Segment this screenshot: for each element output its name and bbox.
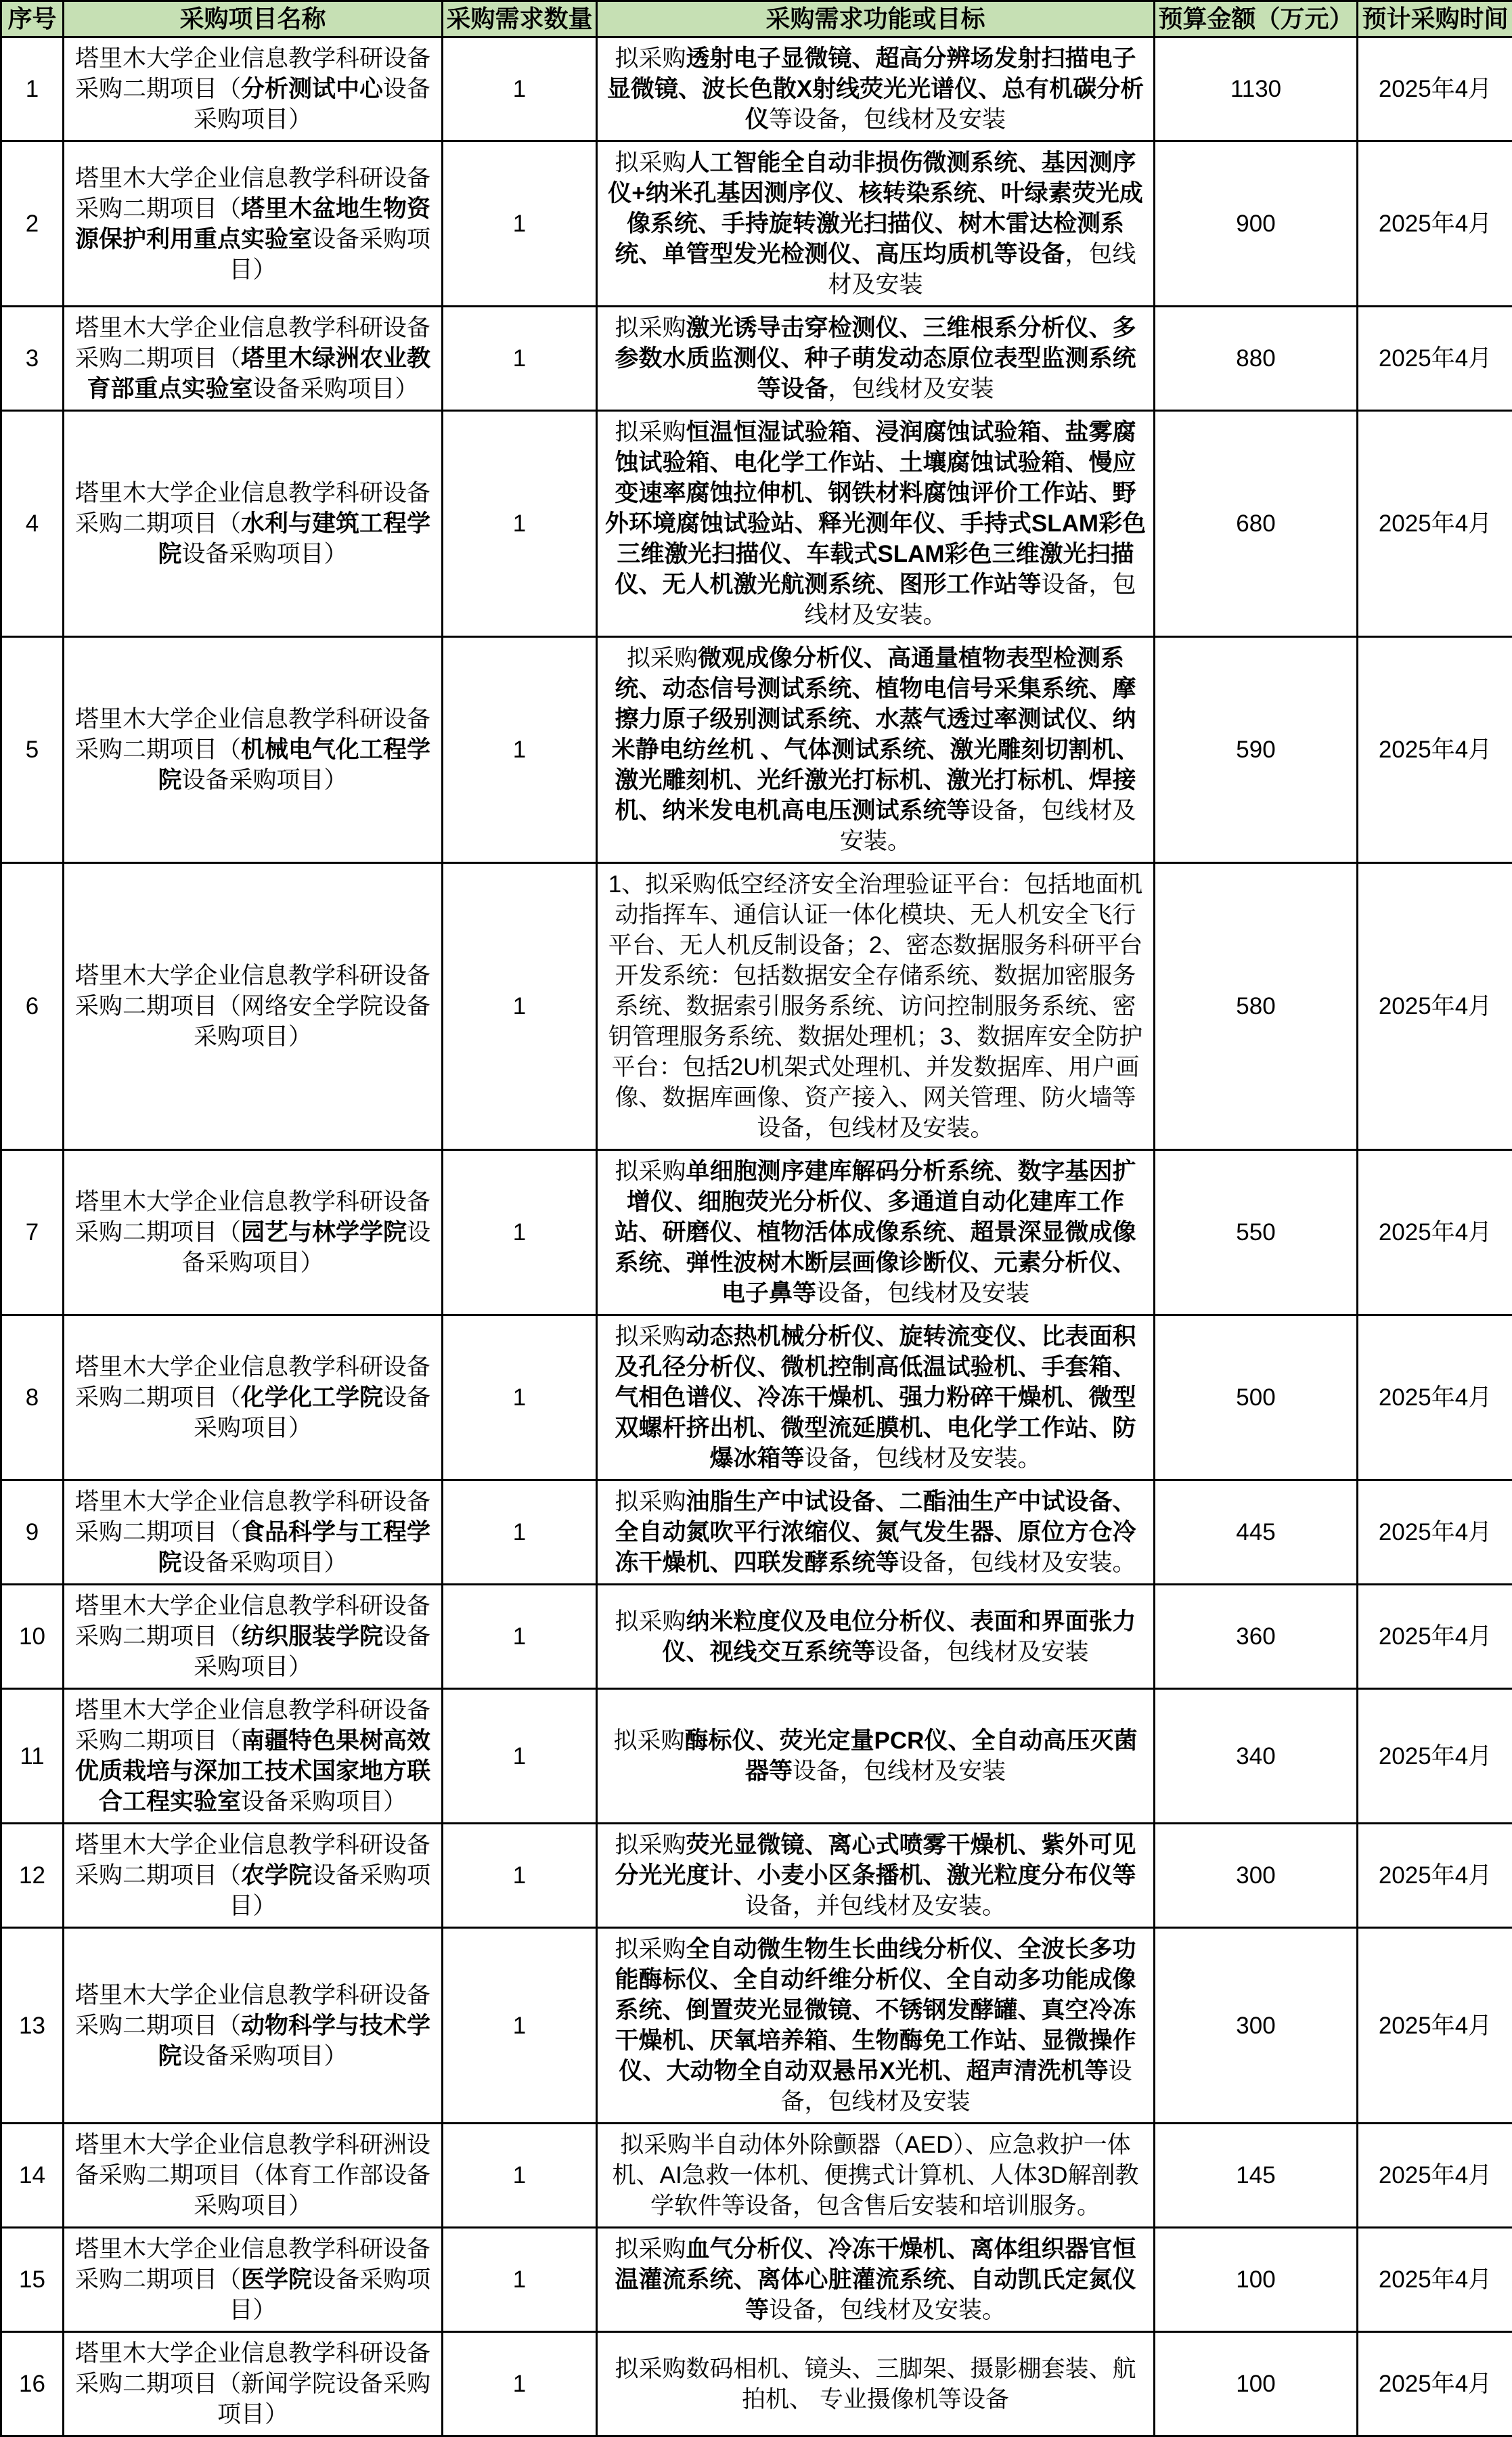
cell-qty-text: 1 — [513, 2013, 526, 2039]
cell-index-text: 5 — [26, 737, 39, 763]
cell-name-text: 设备采购项目） — [194, 1623, 430, 1680]
cell-budget-text: 680 — [1236, 510, 1275, 537]
cell-qty-text: 1 — [513, 345, 526, 372]
cell-qty — [443, 1585, 597, 1689]
cell-func-text: 拟采购半自动体外除颤器（AED）、应急救护一体机、AI急救一体机、便携式计算机、人体3D解剖教学软件等设备，包含售后安装和培训服务。 — [613, 2132, 1139, 2219]
cell-func-text: 设备，包线材及安装。 — [804, 571, 1136, 628]
cell-name — [64, 307, 443, 411]
cell-name-text: 塔里木大学企业信息教学科研设备采购二期项目（ — [75, 706, 430, 763]
table-row — [1, 863, 1512, 1150]
cell-budget — [1155, 1315, 1358, 1480]
cell-qty-text: 1 — [513, 1743, 526, 1770]
cell-name-text: 设备采购项目） — [241, 1788, 407, 1815]
cell-budget-text: 145 — [1236, 2162, 1275, 2189]
col-header-qty: 采购需求数量 — [443, 1, 597, 37]
table-row — [1, 2124, 1512, 2228]
cell-budget — [1155, 1480, 1358, 1585]
cell-name-text: 塔里木大学企业信息教学科研设备采购二期项目（ — [75, 1189, 430, 1246]
cell-name-text: 设备采购项目） — [229, 2266, 430, 2323]
cell-budget-text: 360 — [1236, 1623, 1275, 1650]
cell-func — [597, 307, 1155, 411]
cell-time — [1358, 863, 1512, 1150]
cell-index-text: 11 — [20, 1743, 44, 1770]
cell-index-text: 14 — [19, 2162, 45, 2189]
cell-name-bold-text: 塔里木盆地生物资源保护利用重点实验室 — [75, 196, 430, 253]
cell-budget-text: 880 — [1236, 345, 1275, 372]
cell-func — [597, 2124, 1155, 2228]
cell-time-text: 2025年4月 — [1379, 737, 1492, 763]
cell-name-bold-text: 化学化工学院 — [241, 1384, 383, 1411]
cell-index — [1, 37, 64, 141]
cell-index — [1, 1315, 64, 1480]
cell-index-text: 7 — [26, 1219, 39, 1246]
cell-time-text: 2025年4月 — [1379, 2013, 1492, 2039]
cell-time — [1358, 1480, 1512, 1585]
cell-qty-text: 1 — [513, 737, 526, 763]
cell-func — [597, 1824, 1155, 1928]
cell-time-text: 2025年4月 — [1379, 2162, 1492, 2189]
cell-time — [1358, 1689, 1512, 1824]
cell-func-text: 拟采购数码相机、镜头、三脚架、摄影棚套装、航拍机、 专业摄像机等设备 — [615, 2356, 1136, 2413]
cell-index-text: 2 — [26, 211, 39, 237]
cell-qty-text: 1 — [513, 1384, 526, 1411]
cell-func-text: 拟采购 — [614, 1728, 685, 1754]
cell-budget — [1155, 637, 1358, 863]
cell-budget-text: 900 — [1236, 211, 1275, 237]
cell-name — [64, 141, 443, 307]
table-row — [1, 1824, 1512, 1928]
cell-name-text: 设备采购项目） — [182, 1550, 348, 1576]
cell-name-text: 塔里木大学企业信息教学科研设备采购二期项目（ — [75, 45, 430, 102]
cell-qty-text: 1 — [513, 993, 526, 1019]
cell-func-bold-text: 荧光显微镜、离心式喷雾干燥机、紫外可见分光光度计、小麦小区条播机、激光粒度分布仪等 — [615, 1832, 1136, 1889]
cell-func-text: 拟采购 — [627, 645, 698, 672]
cell-func-text: 1、拟采购低空经济安全治理验证平台：包括地面机动指挥车、通信认证一体化模块、无人机安全飞行平台、无人机反制设备；2、密态数据服务科研平台开发系统：包括数据安全存储系统、数据加密服务系统、数据索引服务系统、访问控制服务系统、密钥管理服务系统、数据处理机；3、数据库安全防护平台：包括2U机架式处理机、并发数据库、用户画像、数据库画像、资产接入、网关管理、防火墙等设备，包线材及安装。 — [608, 871, 1142, 1141]
cell-time-text: 2025年4月 — [1379, 510, 1492, 537]
cell-qty — [443, 1928, 597, 2124]
cell-index — [1, 411, 64, 637]
cell-time-text: 2025年4月 — [1379, 76, 1492, 102]
cell-name-text: 设备采购项目） — [229, 1862, 430, 1919]
cell-budget — [1155, 411, 1358, 637]
cell-func-bold-text: 微观成像分析仪、高通量植物表型检测系统、动态信号测试系统、植物电信号采集系统、摩擦力原子级别测试系统、水蒸气透过率测试仪、纳米静电纺丝机 、气体测试系统、激光雕刻切割机、激光雕刻机、光纤激光打标机、激光打标机、焊接机、纳米发电机高电压测试系统等 — [612, 645, 1140, 824]
table-row — [1, 1315, 1512, 1480]
cell-name-bold-text: 食品科学与工程学院 — [158, 1519, 430, 1576]
cell-name-text: 塔里木大学企业信息教学科研设备采购二期项目（ — [75, 480, 430, 537]
cell-name — [64, 1585, 443, 1689]
cell-name-text: 塔里木大学企业信息教学科研设备采购二期项目（ — [75, 2236, 430, 2293]
cell-time — [1358, 1928, 1512, 2124]
cell-time-text: 2025年4月 — [1379, 345, 1492, 372]
cell-func-text: 设备，并包线材及安装。 — [745, 1893, 1006, 1919]
cell-func-text: 拟采购 — [615, 1158, 686, 1185]
cell-qty-text: 1 — [513, 211, 526, 237]
cell-name — [64, 1928, 443, 2124]
table-body — [1, 37, 1512, 2436]
col-header-index: 序号 — [1, 1, 64, 37]
cell-time — [1358, 1315, 1512, 1480]
cell-func-bold-text: 激光诱导击穿检测仪、三维根系分析仪、多参数水质监测仪、种子萌发动态原位表型监测系统等设备 — [615, 315, 1136, 402]
cell-qty — [443, 2332, 597, 2436]
cell-budget — [1155, 141, 1358, 307]
cell-name-text: 塔里木大学企业信息教学科研设备采购二期项目（ — [75, 1697, 430, 1754]
cell-name-text: 塔里木大学企业信息教学科研设备采购二期项目（ — [75, 1982, 430, 2039]
cell-index-text: 12 — [19, 1862, 45, 1889]
header-row — [1, 1, 1512, 37]
cell-qty — [443, 1150, 597, 1315]
cell-func-bold-text: 血气分析仪、冷冻干燥机、离体组织器官恒温灌流系统、离体心脏灌流系统、自动凯氏定氮仪等 — [615, 2236, 1136, 2323]
col-header-time: 预计采购时间 — [1358, 1, 1512, 37]
cell-budget — [1155, 307, 1358, 411]
cell-func-text: 拟采购 — [615, 1832, 686, 1858]
cell-time — [1358, 37, 1512, 141]
cell-index-text: 10 — [19, 1623, 45, 1650]
col-header-name: 采购项目名称 — [64, 1, 443, 37]
cell-func-bold-text: 油脂生产中试设备、二酯油生产中试设备、全自动氮吹平行浓缩仪、氮气发生器、原位方仓冷冻干燥机、四联发酵系统等 — [615, 1489, 1136, 1576]
col-header-func: 采购需求功能或目标 — [597, 1, 1155, 37]
cell-qty-text: 1 — [513, 510, 526, 537]
cell-name-text: 设备采购项目） — [181, 1219, 430, 1276]
cell-budget-text: 300 — [1236, 2013, 1275, 2039]
cell-budget — [1155, 2332, 1358, 2436]
cell-budget-text: 550 — [1236, 1219, 1275, 1246]
cell-func-bold-text: 透射电子显微镜、超高分辨场发射扫描电子显微镜、波长色散X射线荧光光谱仪、总有机碳分析仪 — [607, 45, 1144, 133]
cell-func-text: 拟采购 — [615, 315, 686, 341]
cell-budget-text: 300 — [1236, 1862, 1275, 1889]
cell-budget — [1155, 37, 1358, 141]
cell-budget-text: 590 — [1236, 737, 1275, 763]
table-row — [1, 2332, 1512, 2436]
cell-time-text: 2025年4月 — [1379, 1743, 1492, 1770]
cell-qty — [443, 37, 597, 141]
cell-index — [1, 1150, 64, 1315]
cell-func-bold-text: 动态热机械分析仪、旋转流变仪、比表面积及孔径分析仪、微机控制高低温试验机、手套箱、气相色谱仪、冷冻干燥机、强力粉碎干燥机、微型双螺杆挤出机、微型流延膜机、电化学工作站、防爆冰箱等 — [615, 1323, 1136, 1472]
cell-index — [1, 2228, 64, 2332]
cell-index-text: 13 — [19, 2013, 45, 2039]
cell-func — [597, 1150, 1155, 1315]
cell-name-text: 塔里木大学企业信息教学科研设备采购二期项目（ — [75, 1832, 430, 1889]
cell-qty — [443, 307, 597, 411]
cell-name-text: 塔里木大学企业信息教学科研洲设备采购二期项目（体育工作部设备采购项目） — [75, 2132, 430, 2219]
cell-qty — [443, 411, 597, 637]
cell-func-text: 拟采购 — [615, 1489, 686, 1515]
cell-qty-text: 1 — [513, 2266, 526, 2293]
cell-func-text: 设备，包线材及安装 — [816, 1280, 1029, 1307]
cell-name-bold-text: 园艺与林学学院 — [241, 1219, 407, 1246]
cell-name-text: 设备采购项目） — [253, 376, 419, 402]
cell-name-text: 塔里木大学企业信息教学科研设备采购二期项目（ — [75, 1593, 430, 1650]
cell-index — [1, 1928, 64, 2124]
cell-qty — [443, 2124, 597, 2228]
cell-name — [64, 1150, 443, 1315]
cell-time — [1358, 2124, 1512, 2228]
cell-name-bold-text: 医学院 — [241, 2266, 312, 2293]
cell-time-text: 2025年4月 — [1379, 211, 1492, 237]
cell-name-text: 塔里木大学企业信息教学科研设备采购二期项目（新闻学院设备采购项目） — [75, 2340, 430, 2428]
cell-time-text: 2025年4月 — [1379, 1219, 1492, 1246]
cell-name — [64, 37, 443, 141]
cell-budget — [1155, 1585, 1358, 1689]
cell-func — [597, 37, 1155, 141]
cell-func-bold-text: 人工智能全自动非损伤微测系统、基因测序仪+纳米孔基因测序仪、核转染系统、叶绿素荧光成像系统、手持旋转激光扫描仪、树木雷达检测系统、单管型发光检测仪、高压均质机等设备 — [608, 150, 1142, 267]
cell-qty — [443, 1315, 597, 1480]
cell-name — [64, 1689, 443, 1824]
cell-name — [64, 2124, 443, 2228]
cell-budget — [1155, 1824, 1358, 1928]
cell-time-text: 2025年4月 — [1379, 1519, 1492, 1545]
cell-func-text: 拟采购 — [615, 1936, 686, 1962]
cell-name-text: 塔里木大学企业信息教学科研设备采购二期项目（ — [75, 1354, 430, 1411]
cell-qty-text: 1 — [513, 1623, 526, 1650]
cell-qty-text: 1 — [513, 1519, 526, 1545]
cell-func-text: 拟采购 — [615, 419, 686, 445]
cell-index — [1, 141, 64, 307]
cell-func-text: 设备，包线材及安装。 — [899, 1550, 1136, 1576]
table-row — [1, 2228, 1512, 2332]
cell-index — [1, 637, 64, 863]
cell-budget-text: 1130 — [1230, 76, 1281, 102]
cell-budget — [1155, 2124, 1358, 2228]
cell-func — [597, 1315, 1155, 1480]
cell-func-text: 设备，包线材及安装 — [780, 2058, 1132, 2115]
cell-func — [597, 2332, 1155, 2436]
cell-name — [64, 2332, 443, 2436]
cell-name-text: 设备采购项目） — [182, 2043, 348, 2069]
cell-budget-text: 500 — [1236, 1384, 1275, 1411]
cell-func-bold-text: 酶标仪、荧光定量PCR仪、全自动高压灭菌器等 — [685, 1728, 1138, 1784]
cell-qty-text: 1 — [513, 1219, 526, 1246]
cell-name-text: 设备采购项目） — [194, 76, 430, 133]
cell-func-text: 设备，包线材及安装。 — [805, 1445, 1042, 1472]
table-row — [1, 411, 1512, 637]
cell-budget-text: 100 — [1236, 2371, 1275, 2397]
cell-func-bold-text: 全自动微生物生长曲线分析仪、全波长多功能酶标仪、全自动纤维分析仪、全自动多功能成像系统、倒置荧光显微镜、不锈钢发酵罐、真空冷冻干燥机、厌氧培养箱、生物酶免工作站、显微操作仪、大动物全自动双悬吊X光机、超声清洗机等 — [615, 1936, 1136, 2084]
cell-func-bold-text: 纳米粒度仪及电位分析仪、表面和界面张力仪、视线交互系统等 — [662, 1608, 1136, 1665]
cell-time — [1358, 141, 1512, 307]
table-row — [1, 1928, 1512, 2124]
cell-name-text: 设备采购项目） — [229, 226, 430, 283]
cell-name-bold-text: 机械电气化工程学院 — [158, 737, 430, 793]
cell-budget — [1155, 1150, 1358, 1315]
cell-index — [1, 307, 64, 411]
cell-name — [64, 411, 443, 637]
cell-time-text: 2025年4月 — [1379, 1623, 1492, 1650]
cell-func-text: ，包线材及安装 — [828, 241, 1136, 298]
cell-time — [1358, 2228, 1512, 2332]
cell-time-text: 2025年4月 — [1379, 2266, 1492, 2293]
cell-time — [1358, 411, 1512, 637]
table-row — [1, 1585, 1512, 1689]
cell-name-text: 设备采购项目） — [194, 1384, 430, 1441]
cell-index-text: 6 — [26, 993, 39, 1019]
table-row — [1, 1689, 1512, 1824]
cell-name-text: 塔里木大学企业信息教学科研设备采购二期项目（ — [75, 1489, 430, 1545]
cell-func — [597, 2228, 1155, 2332]
cell-name — [64, 2228, 443, 2332]
table-row — [1, 141, 1512, 307]
cell-time-text: 2025年4月 — [1379, 2371, 1492, 2397]
cell-budget-text: 580 — [1236, 993, 1275, 1019]
cell-func — [597, 637, 1155, 863]
cell-qty — [443, 1824, 597, 1928]
cell-index — [1, 2124, 64, 2228]
cell-qty-text: 1 — [513, 2371, 526, 2397]
cell-qty — [443, 863, 597, 1150]
cell-name-bold-text: 塔里木绿洲农业教育部重点实验室 — [87, 345, 430, 402]
table-row — [1, 37, 1512, 141]
cell-index-text: 4 — [26, 510, 39, 537]
cell-index — [1, 1585, 64, 1689]
cell-name-text: 塔里木大学企业信息教学科研设备采购二期项目（ — [75, 315, 430, 372]
cell-budget — [1155, 1689, 1358, 1824]
cell-func-text: 设备，包线材及安装 — [876, 1639, 1089, 1665]
cell-index — [1, 863, 64, 1150]
cell-name — [64, 1315, 443, 1480]
cell-func-text: 设备，包线材及安装 — [793, 1758, 1006, 1784]
cell-func-text: 拟采购 — [615, 2236, 686, 2262]
cell-name — [64, 1824, 443, 1928]
cell-func — [597, 141, 1155, 307]
cell-budget — [1155, 2228, 1358, 2332]
table-row — [1, 1480, 1512, 1585]
cell-qty-text: 1 — [513, 76, 526, 102]
cell-func — [597, 1928, 1155, 2124]
cell-budget-text: 100 — [1236, 2266, 1275, 2293]
cell-name-text: 塔里木大学企业信息教学科研设备采购二期项目（ — [75, 165, 430, 222]
cell-index — [1, 2332, 64, 2436]
cell-name — [64, 863, 443, 1150]
table-row — [1, 637, 1512, 863]
cell-func — [597, 1480, 1155, 1585]
cell-func-text: 拟采购 — [615, 150, 686, 176]
table-row — [1, 307, 1512, 411]
cell-index — [1, 1824, 64, 1928]
cell-name-bold-text: 分析测试中心 — [241, 76, 383, 102]
cell-func-bold-text: 单细胞测序建库解码分析系统、数字基因扩增仪、细胞荧光分析仪、多通道自动化建库工作站、研磨仪、植物活体成像系统、超景深显微成像系统、弹性波树木断层画像诊断仪、元素分析仪、电子鼻等 — [615, 1158, 1136, 1307]
cell-name — [64, 637, 443, 863]
cell-time — [1358, 2332, 1512, 2436]
cell-qty — [443, 1689, 597, 1824]
col-header-budget: 预算金额（万元） — [1155, 1, 1358, 37]
cell-time — [1358, 1585, 1512, 1689]
cell-func — [597, 1585, 1155, 1689]
cell-func — [597, 411, 1155, 637]
cell-name-bold-text: 水利与建筑工程学院 — [158, 510, 430, 567]
cell-budget — [1155, 1928, 1358, 2124]
cell-time-text: 2025年4月 — [1379, 1862, 1492, 1889]
cell-name — [64, 1480, 443, 1585]
cell-qty-text: 1 — [513, 1862, 526, 1889]
cell-time — [1358, 1150, 1512, 1315]
cell-index-text: 15 — [19, 2266, 45, 2293]
cell-time — [1358, 307, 1512, 411]
cell-func-text: 拟采购 — [615, 1323, 686, 1350]
cell-time — [1358, 1824, 1512, 1928]
cell-func-bold-text: 恒温恒湿试验箱、浸润腐蚀试验箱、盐雾腐蚀试验箱、电化学工作站、土壤腐蚀试验箱、慢应变速率腐蚀拉伸机、钢铁材料腐蚀评价工作站、野外环境腐蚀试验站、释光测年仪、手持式SLAM彩色三维激光扫描仪、车载式SLAM彩色三维激光扫描仪、无人机激光航测系统、图形工作站等 — [605, 419, 1146, 598]
cell-budget-text: 445 — [1236, 1519, 1275, 1545]
cell-time-text: 2025年4月 — [1379, 1384, 1492, 1411]
cell-qty — [443, 141, 597, 307]
cell-qty — [443, 2228, 597, 2332]
cell-func-text: 拟采购 — [615, 45, 686, 72]
cell-index-text: 1 — [26, 76, 39, 102]
cell-index-text: 3 — [26, 345, 39, 372]
cell-index — [1, 1689, 64, 1824]
cell-budget-text: 340 — [1236, 1743, 1275, 1770]
cell-name-text: 设备采购项目） — [182, 767, 348, 793]
cell-name-text: 设备采购项目） — [182, 541, 348, 567]
cell-time-text: 2025年4月 — [1379, 993, 1492, 1019]
cell-qty — [443, 1480, 597, 1585]
cell-func-text: 设备，包线材及安装。 — [769, 2297, 1006, 2323]
cell-budget — [1155, 863, 1358, 1150]
cell-index — [1, 1480, 64, 1585]
cell-index-text: 8 — [26, 1384, 39, 1411]
cell-func-text: 设备，包线材及安装。 — [840, 797, 1136, 854]
cell-func — [597, 1689, 1155, 1824]
cell-name-text: 塔里木大学企业信息教学科研设备采购二期项目（网络安全学院设备采购项目） — [75, 963, 430, 1050]
cell-name-bold-text: 动物科学与技术学院 — [158, 2013, 430, 2069]
cell-time — [1358, 637, 1512, 863]
cell-name-bold-text: 农学院 — [241, 1862, 312, 1889]
cell-func-text: 拟采购 — [615, 1608, 686, 1635]
cell-index-text: 16 — [19, 2371, 45, 2397]
table-row — [1, 1150, 1512, 1315]
cell-qty — [443, 637, 597, 863]
cell-func-text: 等设备，包线材及安装 — [769, 106, 1006, 133]
cell-index-text: 9 — [26, 1519, 39, 1545]
cell-func — [597, 863, 1155, 1150]
cell-func-text: ，包线材及安装 — [828, 376, 994, 402]
cell-qty-text: 1 — [513, 2162, 526, 2189]
cell-name-bold-text: 南疆特色果树高效优质栽培与深加工技术国家地方联合工程实验室 — [75, 1728, 430, 1815]
cell-name-bold-text: 纺织服装学院 — [241, 1623, 383, 1650]
